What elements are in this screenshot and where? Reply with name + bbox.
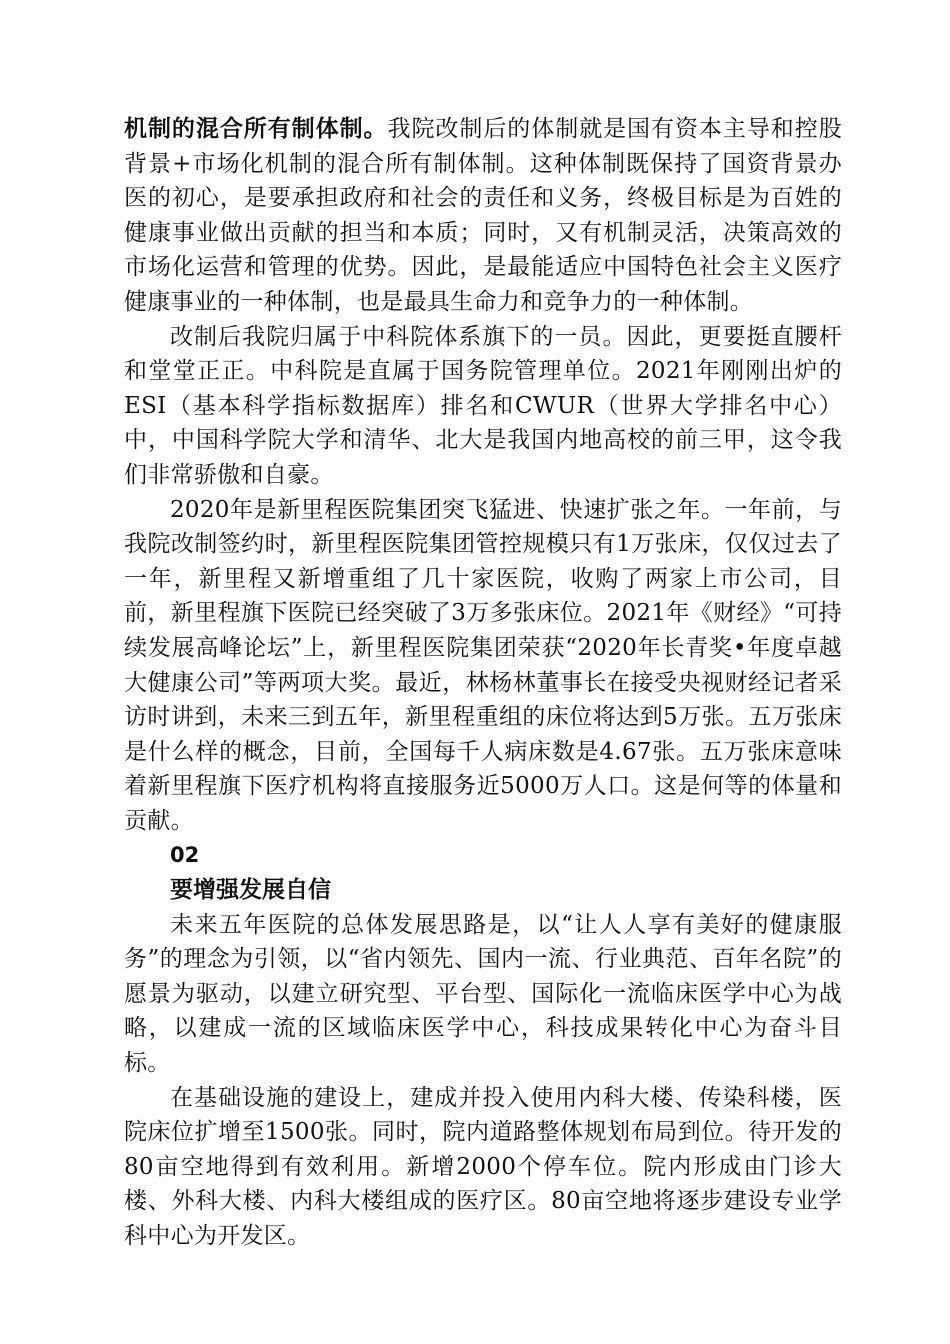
document-page xyxy=(124,112,842,1254)
paragraph-4: 未来五年医院的总体发展思路是，以“让人人享有美好的健康服务”的理念为引领，以“省内领先、国内一流、行业典范、百年名院”的愿景为驱动，以建立研究型、平台型、国际化一流临床医学中心为战略，以建成一流的区域临床医学中心，科技成果转化中心为奋斗目标。 xyxy=(124,911,842,1077)
section-number: 02 xyxy=(170,843,200,868)
paragraph-1-bold-lead: 机制的混合所有制体制。 xyxy=(124,115,388,142)
paragraph-2: 改制后我院归属于中科院体系旗下的一员。因此，更要挺直腰杆和堂堂正正。中科院是直属于国务院管理单位。2021年刚刚出炉的ESI（基本科学指标数据库）排名和CWUR（世界大学排名中心）中，中国科学院大学和清华、北大是我国内地高校的前三甲，这令我们非常骄傲和自豪。 xyxy=(124,323,842,488)
paragraph-1 xyxy=(124,112,842,320)
paragraph-1-text: 我院改制后的体制就是国有资本主导和控股背景+市场化机制的混合所有制体制。这种体制既保持了国资背景办医的初心，是要承担政府和社会的责任和义务，终极目标是为百姓的健康事业做出贡献的担当和本质；同时，又有机制灵活，决策高效的市场化运营和管理的优势。因此，是最能适应中国特色社会主义医疗健康事业的一种体制，也是最具生命力和竞争力的一种体制。 xyxy=(124,116,842,315)
paragraph-5: 在基础设施的建设上，建成并投入使用内科大楼、传染科楼，医院床位扩增至1500张。同时，院内道路整体规划布局到位。待开发的80亩空地得到有效利用。新增2000个停车位。院内形成由门诊大楼、外科大楼、内科大楼组成的医疗区。80亩空地将逐步建设专业学科中心为开发区。 xyxy=(124,1084,842,1249)
paragraph-3: 2020年是新里程医院集团突飞猛进、快速扩张之年。一年前，与我院改制签约时，新里程医院集团管控规模只有1万张床，仅仅过去了一年，新里程又新增重组了几十家医院，收购了两家上市公司，目前，新里程旗下医院已经突破了3万多张床位。2021年《财经》“可持续发展高峰论坛”上，新里程医院集团荣获“2020年长青奖•年度卓越大健康公司”等两项大奖。最近，林杨林董事长在接受央视财经记者采访时讲到，未来三到五年，新里程重组的床位将达到5万张。五万张床是什么样的概念，目前，全国每千人病床数是4.67张。五万张床意味着新里程旗下医疗机构将直接服务近5000万人口。这是何等的体量和贡献。 xyxy=(124,496,842,834)
section-title: 要增强发展自信 xyxy=(170,876,331,904)
